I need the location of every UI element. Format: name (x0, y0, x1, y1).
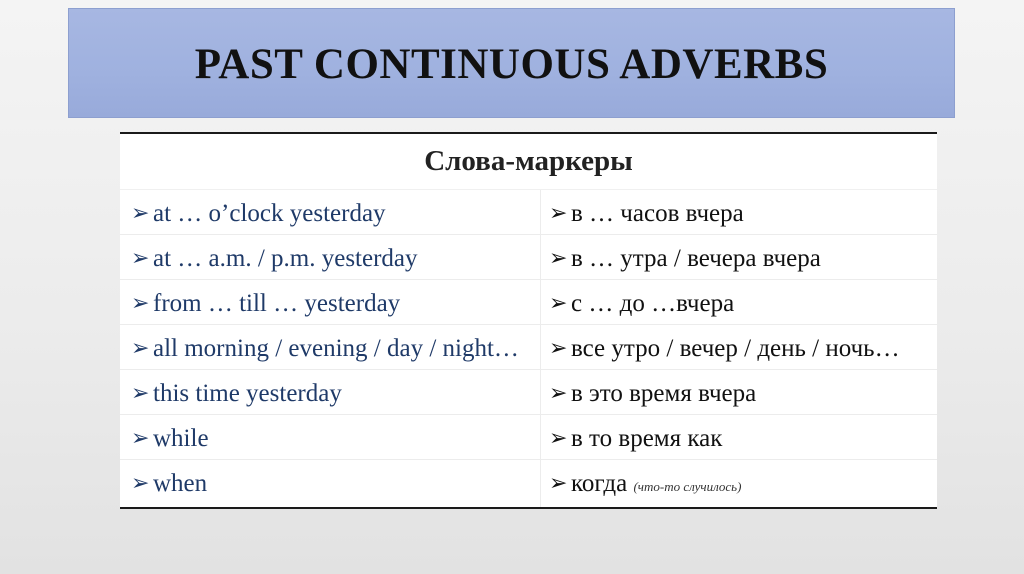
usage-note: (что-то случилось) (633, 479, 742, 494)
arrow-bullet-icon: ➢ (549, 381, 568, 406)
english-marker: at … a.m. / p.m. yesterday (153, 245, 418, 272)
arrow-bullet-icon: ➢ (131, 246, 150, 271)
slide-title: PAST CONTINUOUS ADVERBS (194, 40, 829, 88)
arrow-bullet-icon: ➢ (549, 336, 568, 361)
english-marker: at … o’clock yesterday (153, 200, 386, 227)
russian-cell (541, 280, 938, 325)
russian-cell (541, 460, 938, 508)
table-row (120, 370, 937, 415)
table-row (120, 280, 937, 325)
markers-grid (120, 190, 937, 507)
english-marker: this time yesterday (153, 380, 342, 407)
arrow-bullet-icon: ➢ (131, 291, 150, 316)
arrow-bullet-icon: ➢ (549, 201, 568, 226)
arrow-bullet-icon: ➢ (549, 426, 568, 451)
english-marker: when (153, 470, 208, 497)
english-cell (120, 415, 541, 460)
arrow-bullet-icon: ➢ (131, 426, 150, 451)
russian-cell (541, 190, 938, 235)
russian-cell (541, 370, 938, 415)
english-cell (120, 190, 541, 235)
english-cell (120, 280, 541, 325)
english-cell (120, 325, 541, 370)
arrow-bullet-icon: ➢ (549, 246, 568, 271)
russian-marker-with-note (571, 466, 937, 505)
english-marker: from … till … yesterday (153, 290, 401, 317)
english-cell (120, 460, 541, 508)
russian-cell (541, 415, 938, 460)
table-row (120, 415, 937, 460)
table-row (120, 325, 937, 370)
russian-cell (541, 235, 938, 280)
arrow-bullet-icon: ➢ (131, 201, 150, 226)
arrow-bullet-icon: ➢ (131, 336, 150, 361)
arrow-bullet-icon: ➢ (549, 291, 568, 316)
english-cell (120, 235, 541, 280)
arrow-bullet-icon: ➢ (131, 381, 150, 406)
russian-cell (541, 325, 938, 370)
russian-marker: в это время вчера (571, 380, 757, 407)
table-row (120, 190, 937, 235)
table-row (120, 235, 937, 280)
english-marker: while (153, 425, 209, 452)
russian-marker: все утро / вечер / день / ночь… (571, 335, 900, 362)
english-cell (120, 370, 541, 415)
russian-marker: в … утра / вечера вчера (571, 245, 821, 272)
russian-marker: в … часов вчера (571, 200, 744, 227)
english-marker: all morning / evening / day / night… (153, 335, 519, 362)
arrow-bullet-icon: ➢ (549, 471, 568, 496)
title-banner (68, 8, 955, 118)
russian-marker: с … до …вчера (571, 290, 735, 317)
russian-marker: когда (571, 470, 628, 497)
arrow-bullet-icon: ➢ (131, 471, 150, 496)
table-header: Слова-маркеры (120, 134, 937, 190)
markers-table (120, 132, 937, 509)
russian-marker: в то время как (571, 425, 723, 452)
table-row (120, 460, 937, 508)
